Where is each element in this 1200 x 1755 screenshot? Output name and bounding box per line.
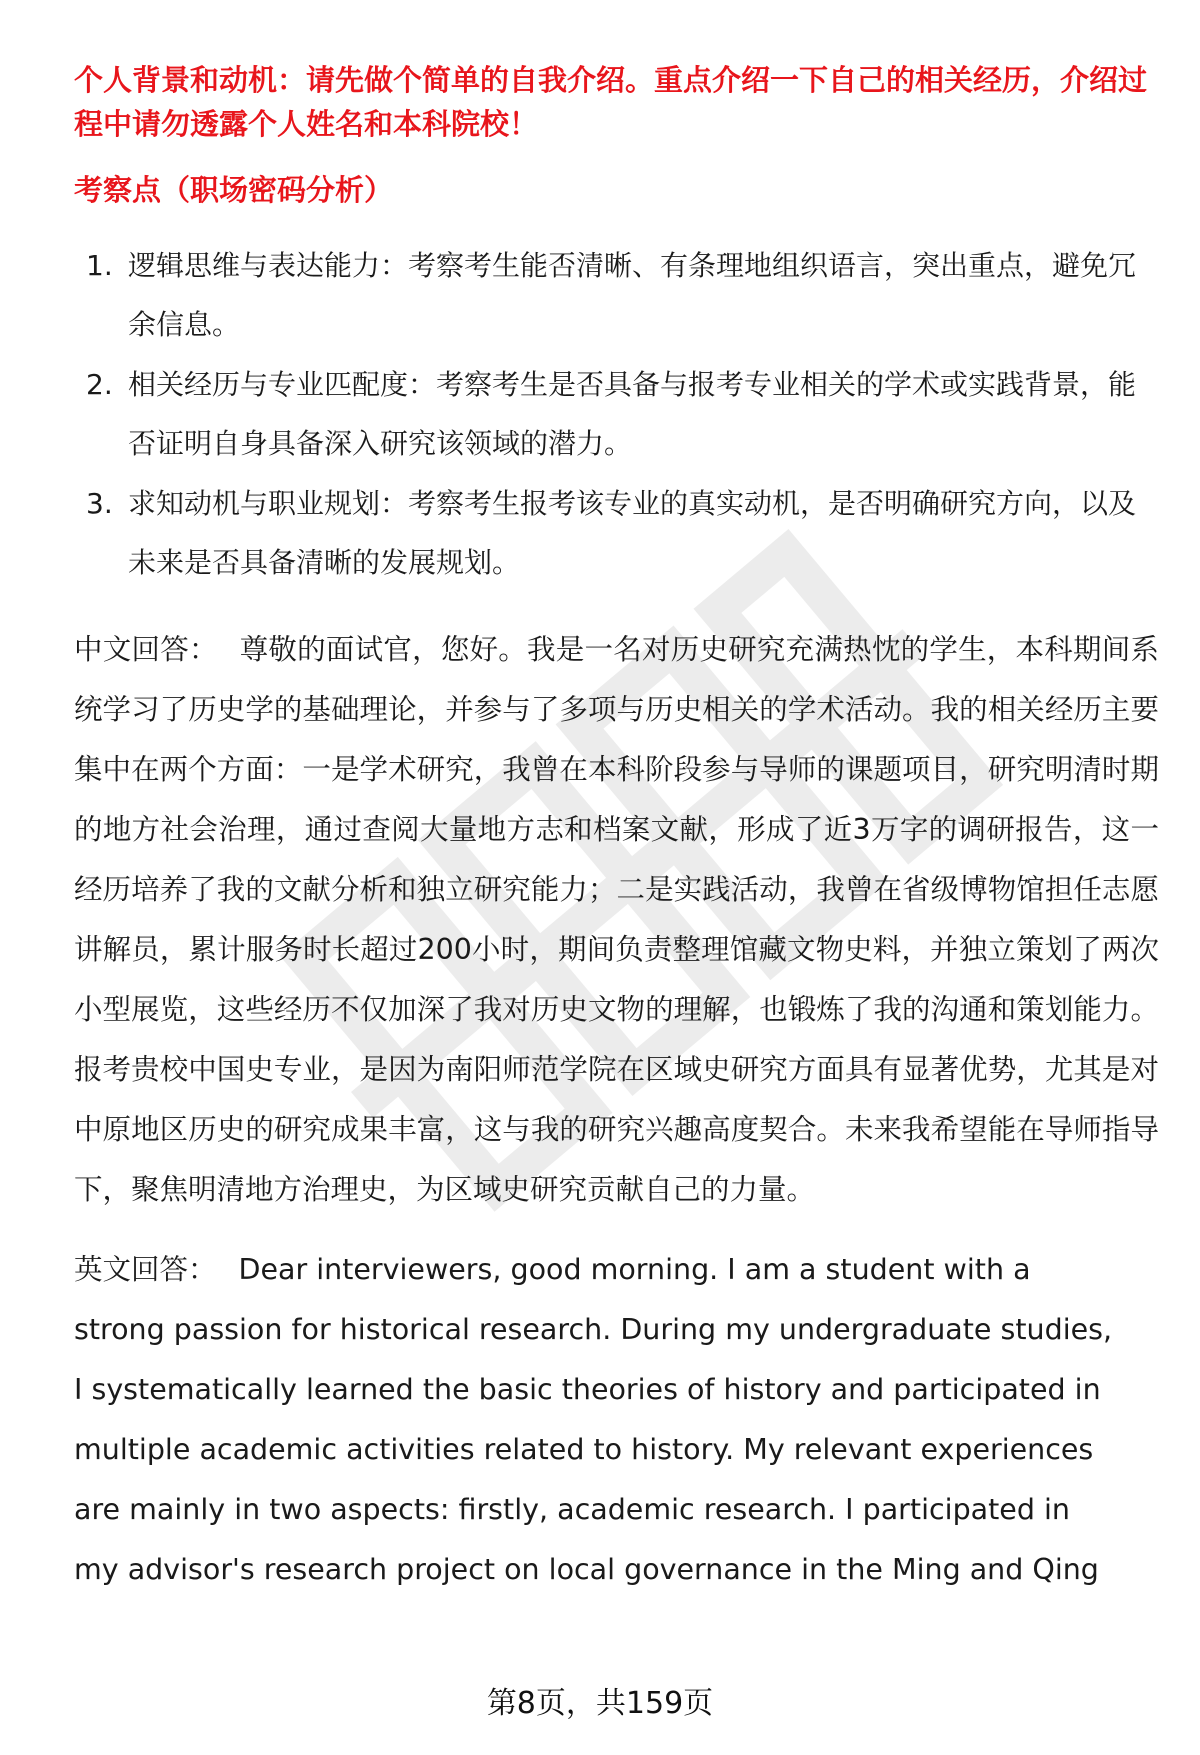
list-item-number: 3. (86, 487, 113, 520)
list-item (74, 355, 1159, 473)
chinese-answer-paragraph (74, 620, 1159, 1220)
list-item-text: 相关经历与专业匹配度：考察考生是否具备与报考专业相关的学术或实践背景，能否证明自身具备深入研究该领域的潜力。 (128, 368, 1137, 460)
list-item-number: 1. (86, 249, 113, 282)
english-answer-label: 英文回答： (74, 1253, 217, 1286)
chinese-answer-text: 尊敬的面试官，您好。我是一名对历史研究充满热忱的学生，本科期间系统学习了历史学的基础理论，并参与了多项与历史相关的学术活动。我的相关经历主要集中在两个方面：一是学术研究，我曾在本科阶段参与导师的课题项目，研究明清时期的地方社会治理，通过查阅大量地方志和档案文献，形成了近3万字的调研报告，这一经历培养了我的文献分析和独立研究能力；二是实践活动，我曾在省级博物馆担任志愿讲解员，累计服务时长超过200小时，期间负责整理馆藏文物史料，并独立策划了两次小型展览，这些经历不仅加深了我对历史文物的理解，也锻炼了我的沟通和策划能力。报考贵校中国史专业，是因为南阳师范学院在区域史研究方面具有显著优势，尤其是对中原地区历史的研究成果丰富，这与我的研究兴趣高度契合。未来我希望能在导师指导下，聚焦明清地方治理史，为区域史研究贡献自己的力量。 (74, 633, 1159, 1206)
assessment-subheading: 考察点（职场密码分析） (74, 173, 394, 207)
list-item (74, 236, 1159, 354)
english-answer-paragraph (74, 1240, 1119, 1600)
chinese-answer-label: 中文回答： (74, 633, 218, 666)
page-content (74, 58, 1159, 1620)
list-item-text: 求知动机与职业规划：考察考生报考该专业的真实动机，是否明确研究方向，以及未来是否具备清晰的发展规划。 (128, 487, 1137, 579)
assessment-points-list (74, 236, 1159, 592)
page-number-footer: 第8页，共159页 (486, 1686, 714, 1721)
list-item-text: 逻辑思维与表达能力：考察考生能否清晰、有条理地组织语言，突出重点，避免冗余信息。 (128, 249, 1137, 341)
english-answer-text: Dear interviewers, good morning. I am a student with a strong passion for historical research. During my undergraduate studies, I systematically learned the basic theories of history and participated in multiple academic activities related to history. My relevant experiences are mainly in two aspects: firstly, academic research. I participated in my advisor's research project on local governance in the Ming and Qing (74, 1253, 1113, 1586)
list-item-number: 2. (86, 368, 113, 401)
list-item (74, 474, 1159, 592)
question-heading: 个人背景和动机：请先做个简单的自我介绍。重点介绍一下自己的相关经历，介绍过程中请勿透露个人姓名和本科院校！ (74, 63, 1148, 141)
